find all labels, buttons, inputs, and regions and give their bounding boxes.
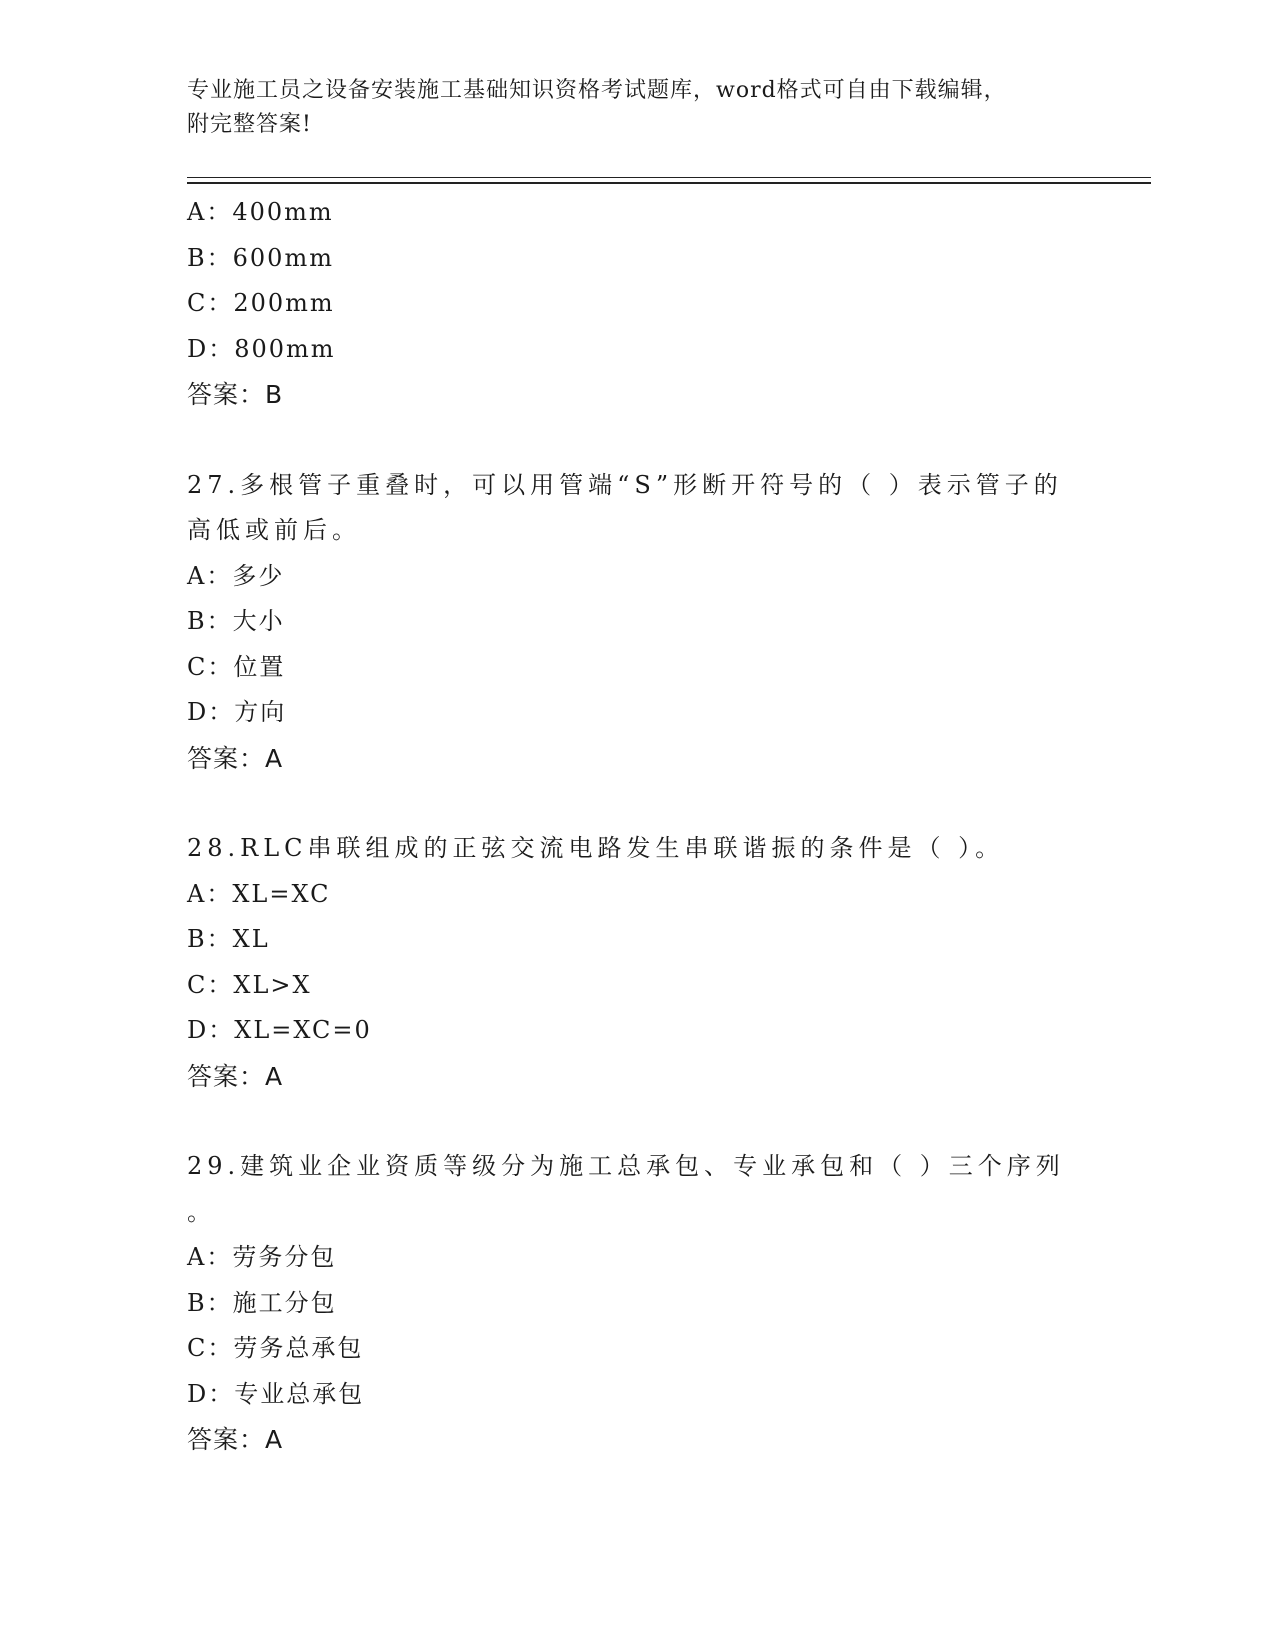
option-a: A：XL=XC [187,879,331,908]
option-b: B：600mm [187,243,334,272]
question-list [187,190,1087,1463]
answer-line: 答案：A [187,1061,284,1091]
question-26 [187,190,1087,418]
header-line-2: 附完整答案! [187,112,312,137]
option-d: D：专业总承包 [187,1379,365,1408]
question-28 [187,826,1087,1099]
question-text-continued: 。 [187,1197,216,1226]
header-line-1: 专业施工员之设备安装施工基础知识资格考试题库，word格式可自由下载编辑， [187,78,1007,103]
option-c: C：200mm [187,289,335,317]
answer-line: 答案：A [187,743,284,773]
answer-line: 答案：B [187,380,284,409]
option-d: D：800mm [187,334,336,363]
option-d: D：方向 [187,698,287,726]
question-text: 29.建筑业企业资质等级分为施工总承包、专业承包和（ ）三个序列 [187,1152,1065,1180]
question-text: 28.RLC串联组成的正弦交流电路发生串联谐振的条件是（ ）。 [187,834,1005,862]
question-text: 27.多根管子重叠时，可以用管端“S”形断开符号的（ ）表示管子的 [187,470,1063,499]
spacer [187,418,1087,463]
option-d: D：XL=XC=0 [187,1016,372,1044]
option-a: A：劳务分包 [187,1243,337,1271]
spacer [187,781,1087,826]
option-a: A：多少 [187,561,285,590]
option-b: B：XL [187,925,270,953]
question-text-continued: 高低或前后。 [187,516,361,544]
option-b: B：施工分包 [187,1288,337,1317]
question-29 [187,1144,1087,1463]
option-c: C：位置 [187,652,286,681]
answer-line: 答案：A [187,1425,284,1454]
option-c: C：XL>X [187,970,312,999]
spacer [187,1099,1087,1144]
header-divider-thin [187,177,1151,178]
document-header [187,74,1087,142]
option-a: A：400mm [187,198,334,226]
option-c: C：劳务总承包 [187,1334,364,1362]
question-27 [187,463,1087,782]
option-b: B：大小 [187,607,285,635]
header-divider-thick [187,182,1151,184]
